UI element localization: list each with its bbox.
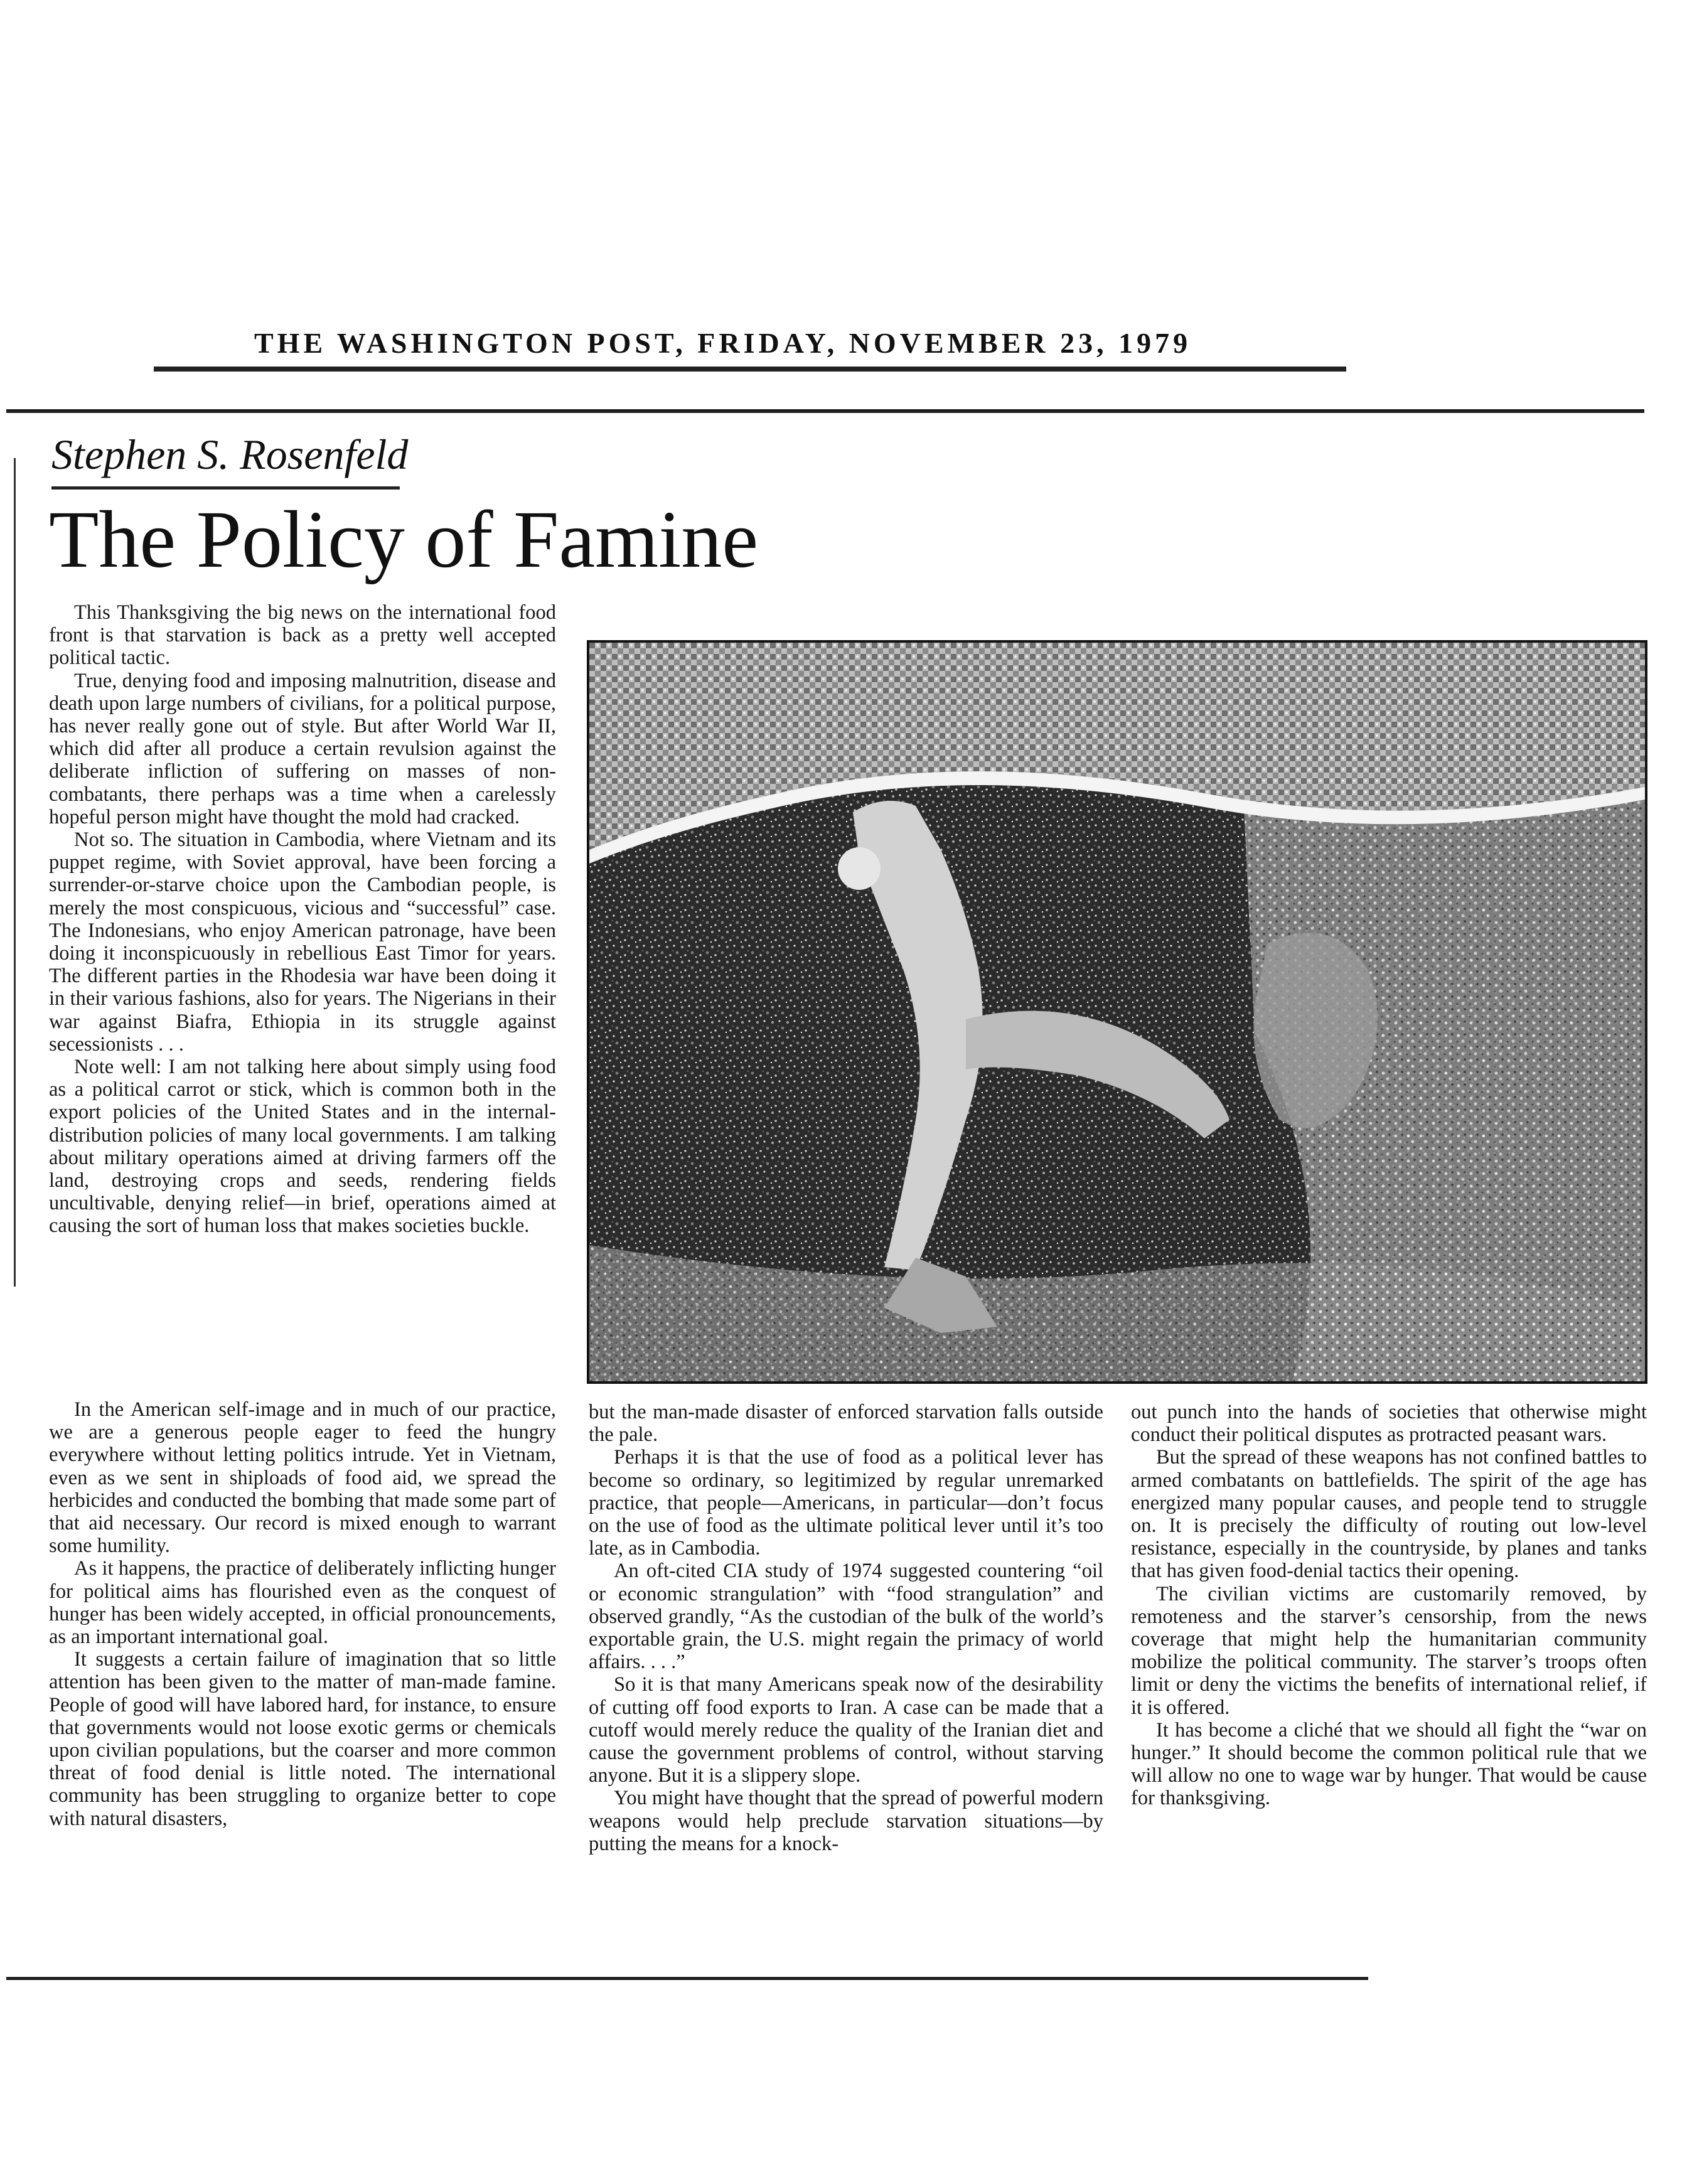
paragraph: So it is that many Americans speak now of the desirability of cutting off food exports to Iran. A case can be made that a cutoff would merely reduce the quality of the Iranian diet and cause the government problems of control, without starving anyone. But it is a slippery slope.	[589, 1673, 1103, 1787]
paragraph: You might have thought that the spread of powerful modern weapons would help preclude starvation situations—by putting the means for a knock-	[589, 1787, 1103, 1855]
byline: Stephen S. Rosenfeld	[51, 431, 409, 478]
paragraph: Not so. The situation in Cambodia, where Vietnam and its puppet regime, with Soviet approval, have been forcing a surrender-or-starve choice upon the Cambodian people, is merely the most conspicuous, vicious and “successful” case. The Indonesians, who enjoy American patronage, have been doing it inconspicuously in rebellious East Timor for years. The different parties in the Rhodesia war have been doing it in their various fashions, also for years. The Nigerians in their war against Biafra, Ethiopia in its struggle against secessionists . . .	[49, 828, 556, 1056]
headline: The Policy of Famine	[49, 495, 759, 585]
article-column-2	[589, 1401, 1103, 1855]
article-column-1-bottom	[49, 1398, 556, 1830]
byline-rule	[51, 486, 400, 490]
paragraph: The civilian victims are customarily removed, by remoteness and the starver’s censorship, from the news coverage that might help the humanitarian community mobilize the political community. The starver’s troops often limit or deny the victims the benefits of international relief, if it is offered.	[1131, 1582, 1647, 1719]
bottom-divider	[6, 1977, 1368, 1980]
paragraph: This Thanksgiving the big news on the international food front is that starvation is back as a pretty well accepted political tactic.	[49, 601, 556, 670]
paragraph: out punch into the hands of societies that otherwise might conduct their political disputes as protracted peasant wars.	[1131, 1401, 1647, 1447]
article-photo	[587, 640, 1647, 1384]
top-divider	[6, 409, 1644, 413]
masthead	[154, 326, 1346, 370]
paragraph: Perhaps it is that the use of food as a political lever has become so ordinary, so legitimized by regular unremarked practice, that people—Americans, in particular—don’t focus on the use of food as the ultimate political lever until it’s too late, as in Cambodia.	[589, 1446, 1103, 1560]
paragraph: As it happens, the practice of deliberately inflicting hunger for political aims has flourished even as the conquest of hunger has been widely accepted, in official pronouncements, as an important international goal.	[49, 1557, 556, 1649]
article-column-1-top	[49, 601, 556, 1238]
masthead-rule	[154, 367, 1346, 372]
paragraph: True, denying food and imposing malnutrition, disease and death upon large numbers of civilians, for a political purpose, has never really gone out of style. But after World War II, which did after all produce a certain revulsion against the deliberate infliction of suffering on masses of non-combatants, there perhaps was a time when a carelessly hopeful person might have thought the mold had cracked.	[49, 669, 556, 828]
margin-line	[14, 458, 16, 1287]
masthead-dateline: THE WASHINGTON POST, FRIDAY, NOVEMBER 23, 1979	[254, 327, 1192, 359]
paragraph: It has become a cliché that we should all fight the “war on hunger.” It should become the common political rule that we will allow no one to wage war by hunger. That would be cause for thanksgiving.	[1131, 1718, 1647, 1810]
paragraph: But the spread of these weapons has not confined battles to armed combatants on battlefields. The spirit of the age has energized many popular causes, and people tend to struggle on. It is precisely the difficulty of routing out low-level resistance, especially in the countryside, by planes and tanks that has given food-denial tactics their opening.	[1131, 1446, 1647, 1583]
paragraph: In the American self-image and in much of our practice, we are a generous people eager to feed the hungry everywhere without letting politics intrude. Yet in Vietnam, even as we sent in shiploads of food aid, we spread the herbicides and conducted the bombing that made some part of that aid necessary. Our record is mixed enough to warrant some humility.	[49, 1398, 556, 1558]
article-column-3	[1131, 1401, 1647, 1810]
paragraph: It suggests a certain failure of imagination that so little attention has been given to the matter of man-made famine. People of good will have labored hard, for instance, to ensure that governments would not loose exotic germs or chemicals upon civilian populations, but the coarser and more common threat of food denial is little noted. The international community has been struggling to organize better to cope with natural disasters,	[49, 1648, 556, 1830]
paragraph: Note well: I am not talking here about simply using food as a political carrot or stick, which is common both in the export policies of the United States and in the internal-distribution policies of many local governments. I am talking about military operations aimed at driving farmers off the land, destroying crops and seeds, rendering fields uncultivable, denying relief—in brief, operations aimed at causing the sort of human loss that makes societies buckle.	[49, 1056, 556, 1238]
famine-photo-image	[589, 643, 1645, 1381]
paragraph: An oft-cited CIA study of 1974 suggested countering “oil or economic strangulation” with “food strangulation” and observed grandly, “As the custodian of the bulk of the world’s exportable grain, the U.S. might regain the primacy of world affairs. . . .”	[589, 1560, 1103, 1674]
paragraph: but the man-made disaster of enforced starvation falls outside the pale.	[589, 1401, 1103, 1447]
